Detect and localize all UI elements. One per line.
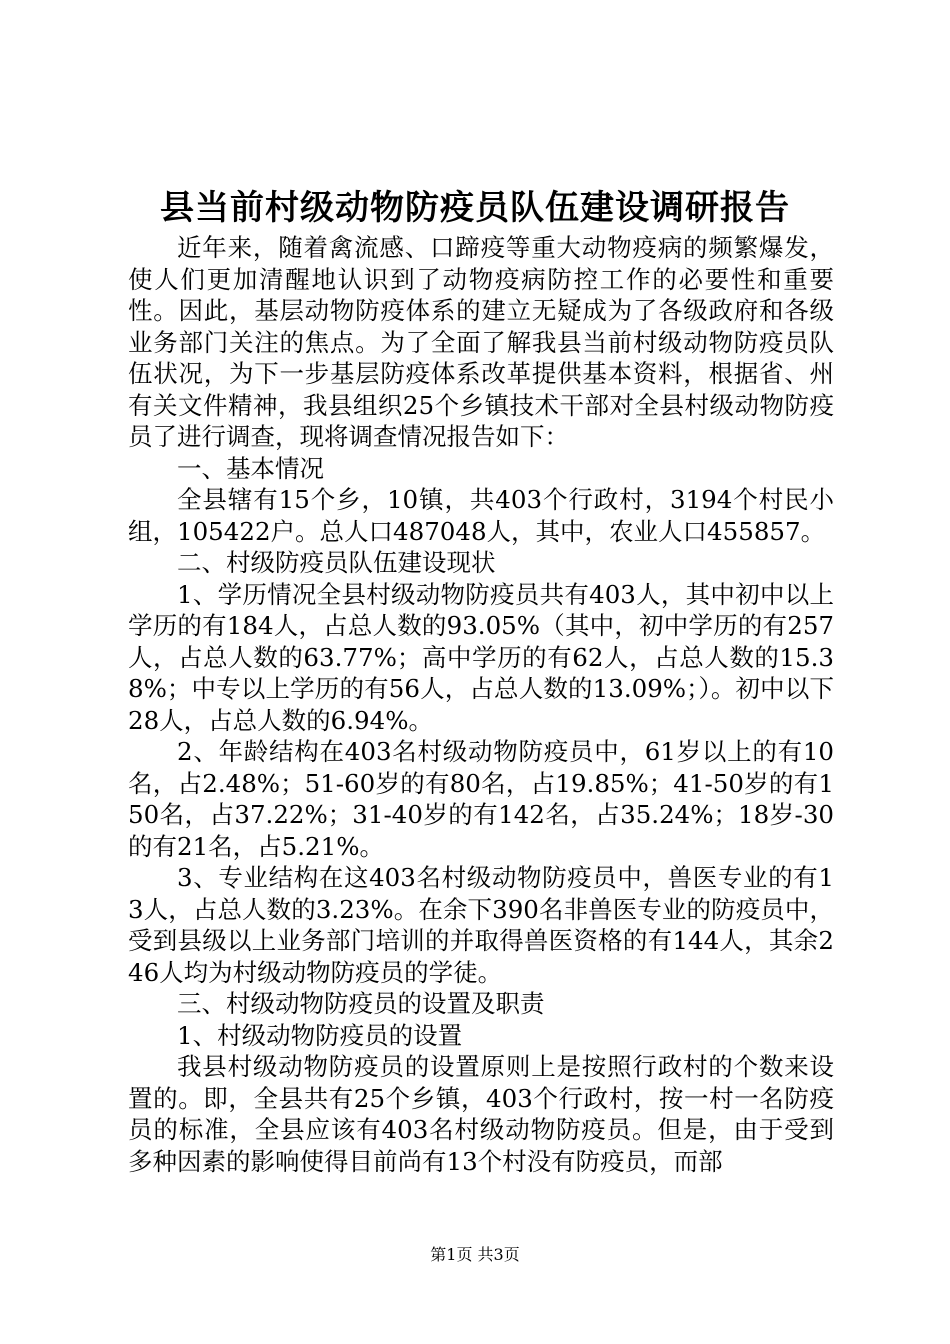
page-footer: 第1页 共3页 — [430, 1245, 520, 1264]
document-title: 县当前村级动物防疫员队伍建设调研报告 — [160, 188, 790, 228]
section-heading-setup: 三、村级动物防疫员的设置及职责 — [177, 989, 545, 1018]
section-heading-status: 二、村级防疫员队伍建设现状 — [177, 548, 496, 577]
subsection-heading-setup: 1、村级动物防疫员的设置 — [177, 1020, 463, 1050]
paragraph-setup: 我县村级动物防疫员的设置原则上是按照行政村的个数来设置的。即，全县共有25个乡镇，403个行政村，按一村一名防疫员的标准，全县应该有403名村级动物防疫员。但是，由于受到多种因素的影响使得目前尚有13个村没有防疫员，而部 — [128, 1052, 834, 1176]
paragraph-professional-structure: 3、专业结构在这403名村级动物防疫员中，兽医专业的有13人，占总人数的3.23%。在余下390名非兽医专业的防疫员中，受到县级以上业务部门培训的并取得兽医资格的有144人，其余246人均为村级动物防疫员的学徒。 — [128, 863, 834, 987]
paragraph-age-structure: 2、年龄结构在403名村级动物防疫员中，61岁以上的有10名，占2.48%；51-60岁的有80名，占19.85%；41-50岁的有150名，占37.22%；31-40岁的有142名，占35.24%；18岁-30的有21名，占5.21%。 — [128, 737, 834, 861]
document-body — [128, 232, 834, 1177]
section-heading-basic: 一、基本情况 — [177, 453, 324, 483]
paragraph-education: 1、学历情况全县村级动物防疫员共有403人，其中初中以上学历的有184人，占总人数的93.05%（其中，初中学历的有257人，占总人数的63.77%；高中学历的有62人，占总人数的15.38%；中专以上学历的有56人，占总人数的13.09%；）。初中以下28人，占总人数的6.94%。 — [128, 579, 834, 735]
paragraph-basic-info: 全县辖有15个乡，10镇，共403个行政村，3194个村民小组，105422户。总人口487048人，其中，农业人口455857。 — [128, 485, 834, 546]
paragraph-intro: 近年来，随着禽流感、口蹄疫等重大动物疫病的频繁爆发，使人们更加清醒地认识到了动物疫病防控工作的必要性和重要性。因此，基层动物防疫体系的建立无疑成为了各级政府和各级业务部门关注的焦点。为了全面了解我县当前村级动物防疫员队伍状况，为下一步基层防疫体系改革提供基本资料，根据省、州有关文件精神，我县组织25个乡镇技术干部对全县村级动物防疫员了进行调查，现将调查情况报告如下： — [128, 233, 834, 451]
